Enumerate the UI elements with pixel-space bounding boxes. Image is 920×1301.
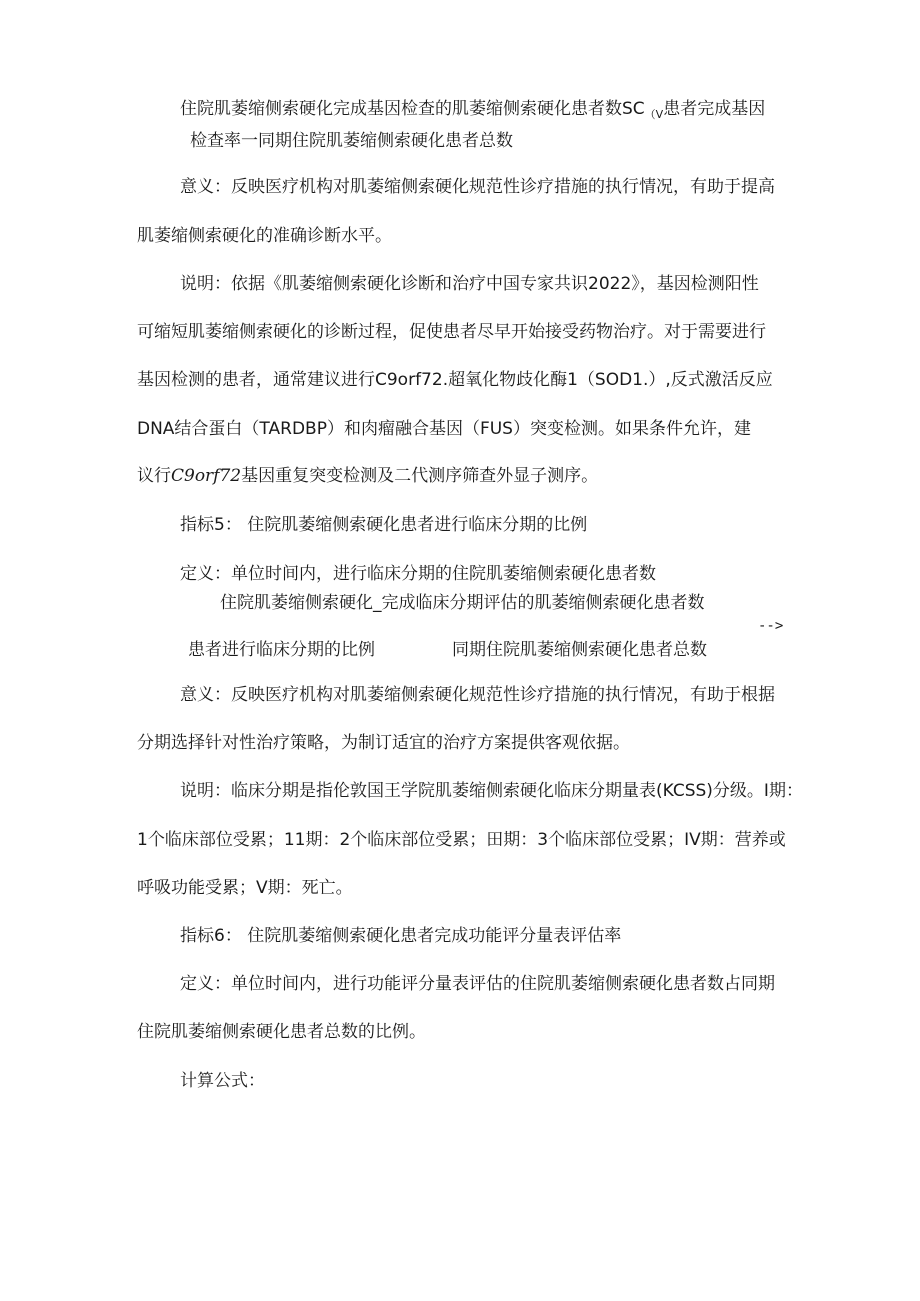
indicator6-title: 指标6： 住院肌萎缩侧索硬化患者完成功能评分量表评估率 (180, 926, 622, 946)
note4-line5-end: 基因重复突变检测及二代测序筛查外显子测序。 (241, 466, 599, 486)
note4-line4: DNA结合蛋白（TARDBP）和肉瘤融合基因（FUS）突变检测。如果条件允许，建 (137, 419, 751, 439)
formula4-subscript: （V (644, 108, 664, 121)
note4-line2: 可缩短肌萎缩侧索硬化的诊断过程，促使患者尽早开始接受药物治疗。对于需要进行 (137, 322, 766, 342)
note4-line5-start: 议行 (137, 466, 171, 486)
indicator5-formula-denominator: 同期住院肌萎缩侧索硬化患者总数 (452, 640, 707, 660)
indicator5-formula-left: 患者进行临床分期的比例 (188, 640, 375, 660)
note4-line1: 说明：依据《肌萎缩侧索硬化诊断和治疗中国专家共识2022》，基因检测阳性 (180, 274, 759, 294)
formula-arrow: --> (758, 618, 784, 634)
formula4-numerator (180, 98, 765, 126)
indicator5-note-line3: 呼吸功能受累；V期：死亡。 (137, 878, 353, 898)
indicator5-meaning-line2: 分期选择针对性治疗策略，为制订适宜的治疗方案提供客观依据。 (137, 733, 630, 753)
formula4-numerator-tail: 患者完成基因 (663, 99, 766, 119)
note4-line5 (137, 465, 598, 487)
indicator5-note-line2: 1个临床部位受累；11期：2个临床部位受累；田期：3个临床部位受累；IV期：营养或 (137, 830, 786, 850)
indicator5-meaning-line1: 意义：反映医疗机构对肌萎缩侧索硬化规范性诊疗措施的执行情况，有助于根据 (180, 685, 775, 705)
indicator6-definition-line2: 住院肌萎缩侧索硬化患者总数的比例。 (137, 1022, 426, 1042)
indicator6-definition-line1: 定义：单位时间内，进行功能评分量表评估的住院肌萎缩侧索硬化患者数占同期 (180, 974, 775, 994)
gene-name-italic: C9orf72 (171, 466, 242, 486)
meaning4-line2: 肌萎缩侧索硬化的准确诊断水平。 (137, 226, 392, 246)
indicator5-note-line1: 说明：临床分期是指伦敦国王学院肌萎缩侧索硬化临床分期量表(KCSS)分级。I期： (180, 781, 803, 801)
meaning4-line1: 意义：反映医疗机构对肌萎缩侧索硬化规范性诊疗措施的执行情况，有助于提高 (180, 177, 775, 197)
indicator6-formula-label: 计算公式： (180, 1071, 265, 1091)
note4-line3: 基因检测的患者，通常建议进行C9orf72.超氧化物歧化酶1（SOD1.）,反式激活反应 (137, 370, 773, 390)
formula4-numerator-text: 住院肌萎缩侧索硬化完成基因检查的肌萎缩侧索硬化患者数SC (180, 99, 645, 119)
indicator5-formula-numerator: 住院肌萎缩侧索硬化_完成临床分期评估的肌萎缩侧索硬化患者数 (220, 593, 705, 613)
indicator5-definition: 定义：单位时间内，进行临床分期的住院肌萎缩侧索硬化患者数 (180, 564, 656, 584)
formula4-denominator: 检查率一同期住院肌萎缩侧索硬化患者总数 (190, 131, 513, 151)
indicator5-title: 指标5： 住院肌萎缩侧索硬化患者进行临床分期的比例 (180, 515, 588, 535)
